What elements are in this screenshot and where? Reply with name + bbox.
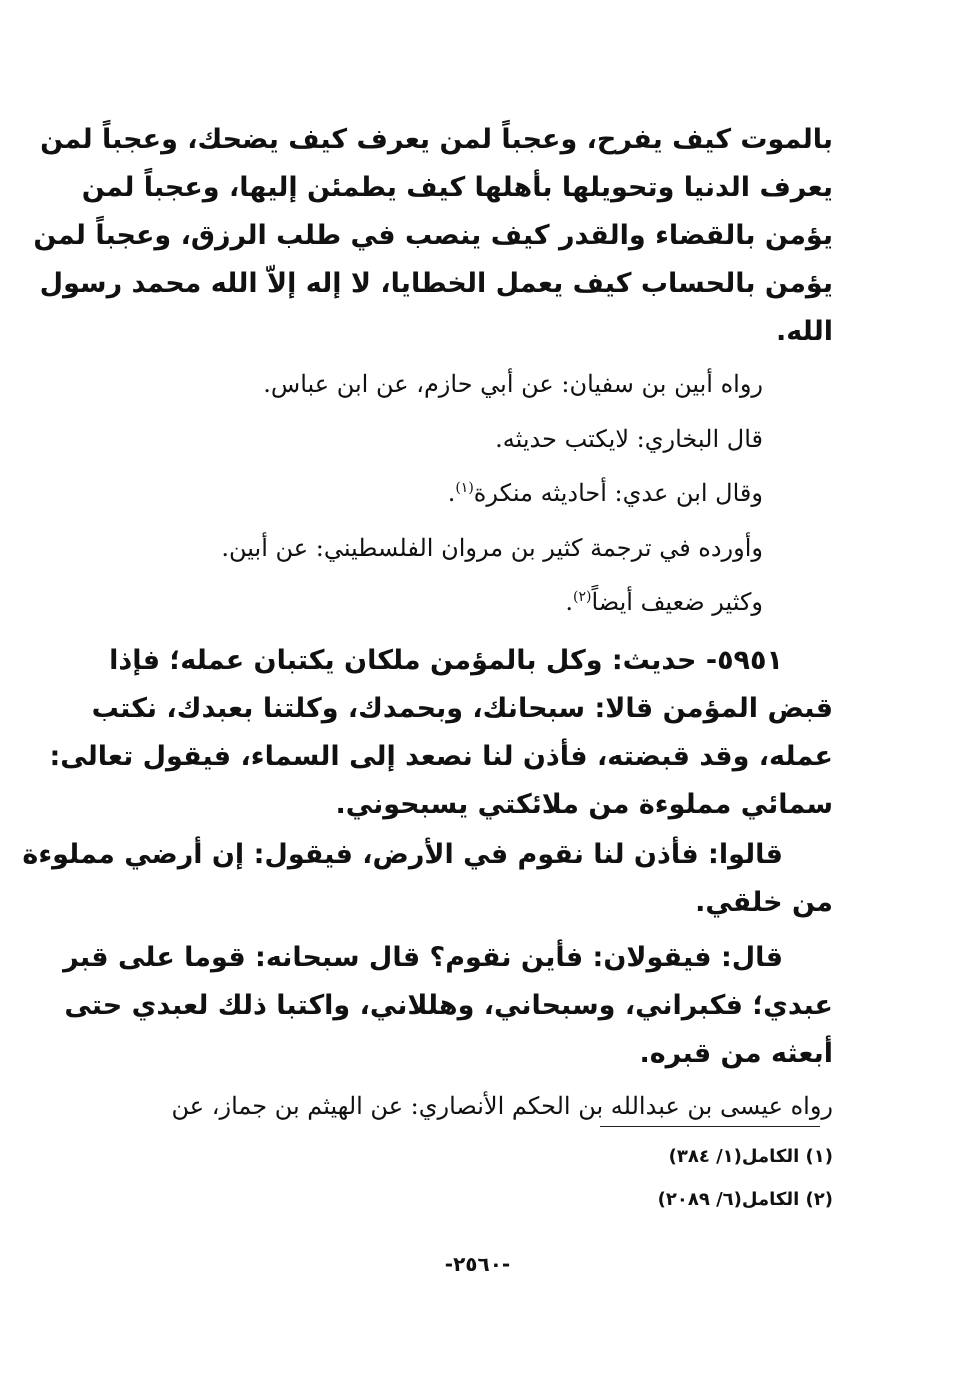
footnote-marker: (١) [455,480,474,496]
text-line: الله. [775,316,833,347]
footnotes [113,1135,833,1221]
hadith-heading-line: ٥٩٥١- حديث: وكل بالمؤمن ملكان يكتبان عمله؛ فإذا [109,645,783,676]
hadith-paragraph [49,637,833,829]
text-segment: وقال ابن عدي: أحاديثه منكرة [473,479,763,507]
text-line: قال البخاري: لايكتب حديثه. [495,424,763,453]
text-line: رواه عيسى بن عبدالله بن الحكم الأنصاري: عن الهيثم بن جماز، عن [171,1092,833,1120]
page-number: -٢٥٦٠- [444,1252,511,1276]
text-line: يؤمن بالحساب كيف يعمل الخطايا، لا إله إلاّ الله محمد رسول [39,268,833,299]
text-line: عبدي؛ فكبراني، وسبحاني، وهللاني، واكتبا ذلك لعبدي حتى [64,990,833,1021]
paragraph-angels-earth [22,831,833,927]
paragraph-continuation [33,116,833,356]
text-line: أبعثه من قبره. [639,1038,833,1069]
text-line: قال: فيقولان: فأين نقوم؟ قال سبحانه: قوما على قبر [63,942,783,973]
paragraph-grave [63,934,833,1078]
text-line: قالوا: فأذن لنا نقوم في الأرض، فيقول: إن أرضي مملوءة [22,839,783,870]
text-line: يعرف الدنيا وتحويلها بأهلها كيف يطمئن إليها، وعجباً لمن [81,172,833,203]
text-line: بالموت كيف يفرح، وعجباً لمن يعرف كيف يضحك، وعجباً لمن [40,124,833,155]
text-line [78,575,833,630]
text-line [78,466,833,521]
footnote-2: (٢) الكامل(٦/ ٢٠٨٩) [657,1189,833,1210]
text-line: عمله، وقد قبضته، فأذن لنا نصعد إلى السماء، فيقول تعالى: [49,741,833,772]
text-line: قبض المؤمن قالا: سبحانك، وبحمدك، وكلتنا بعبدك، نكتب [91,693,833,724]
period: . [565,588,574,616]
period: . [447,479,456,507]
text-line: من خلقي. [695,887,833,918]
text-line: سمائي مملوءة من ملائكتي يسبحوني. [335,789,833,820]
narration-block [78,357,833,630]
text-line: وأورده في ترجمة كثير بن مروان الفلسطيني: عن أبين. [221,533,763,562]
text-line: رواه أبين بن سفيان: عن أبي حازم، عن ابن عباس. [263,370,763,398]
footnote-marker: (٢) [573,589,592,605]
text-line: يؤمن بالقضاء والقدر كيف ينصب في طلب الرزق، وعجباً لمن [33,220,833,251]
text-segment: وكثير ضعيف أيضاً [591,588,763,616]
footnote-divider [600,1126,820,1127]
footnote-1: (١) الكامل(١/ ٣٨٤) [668,1146,833,1167]
